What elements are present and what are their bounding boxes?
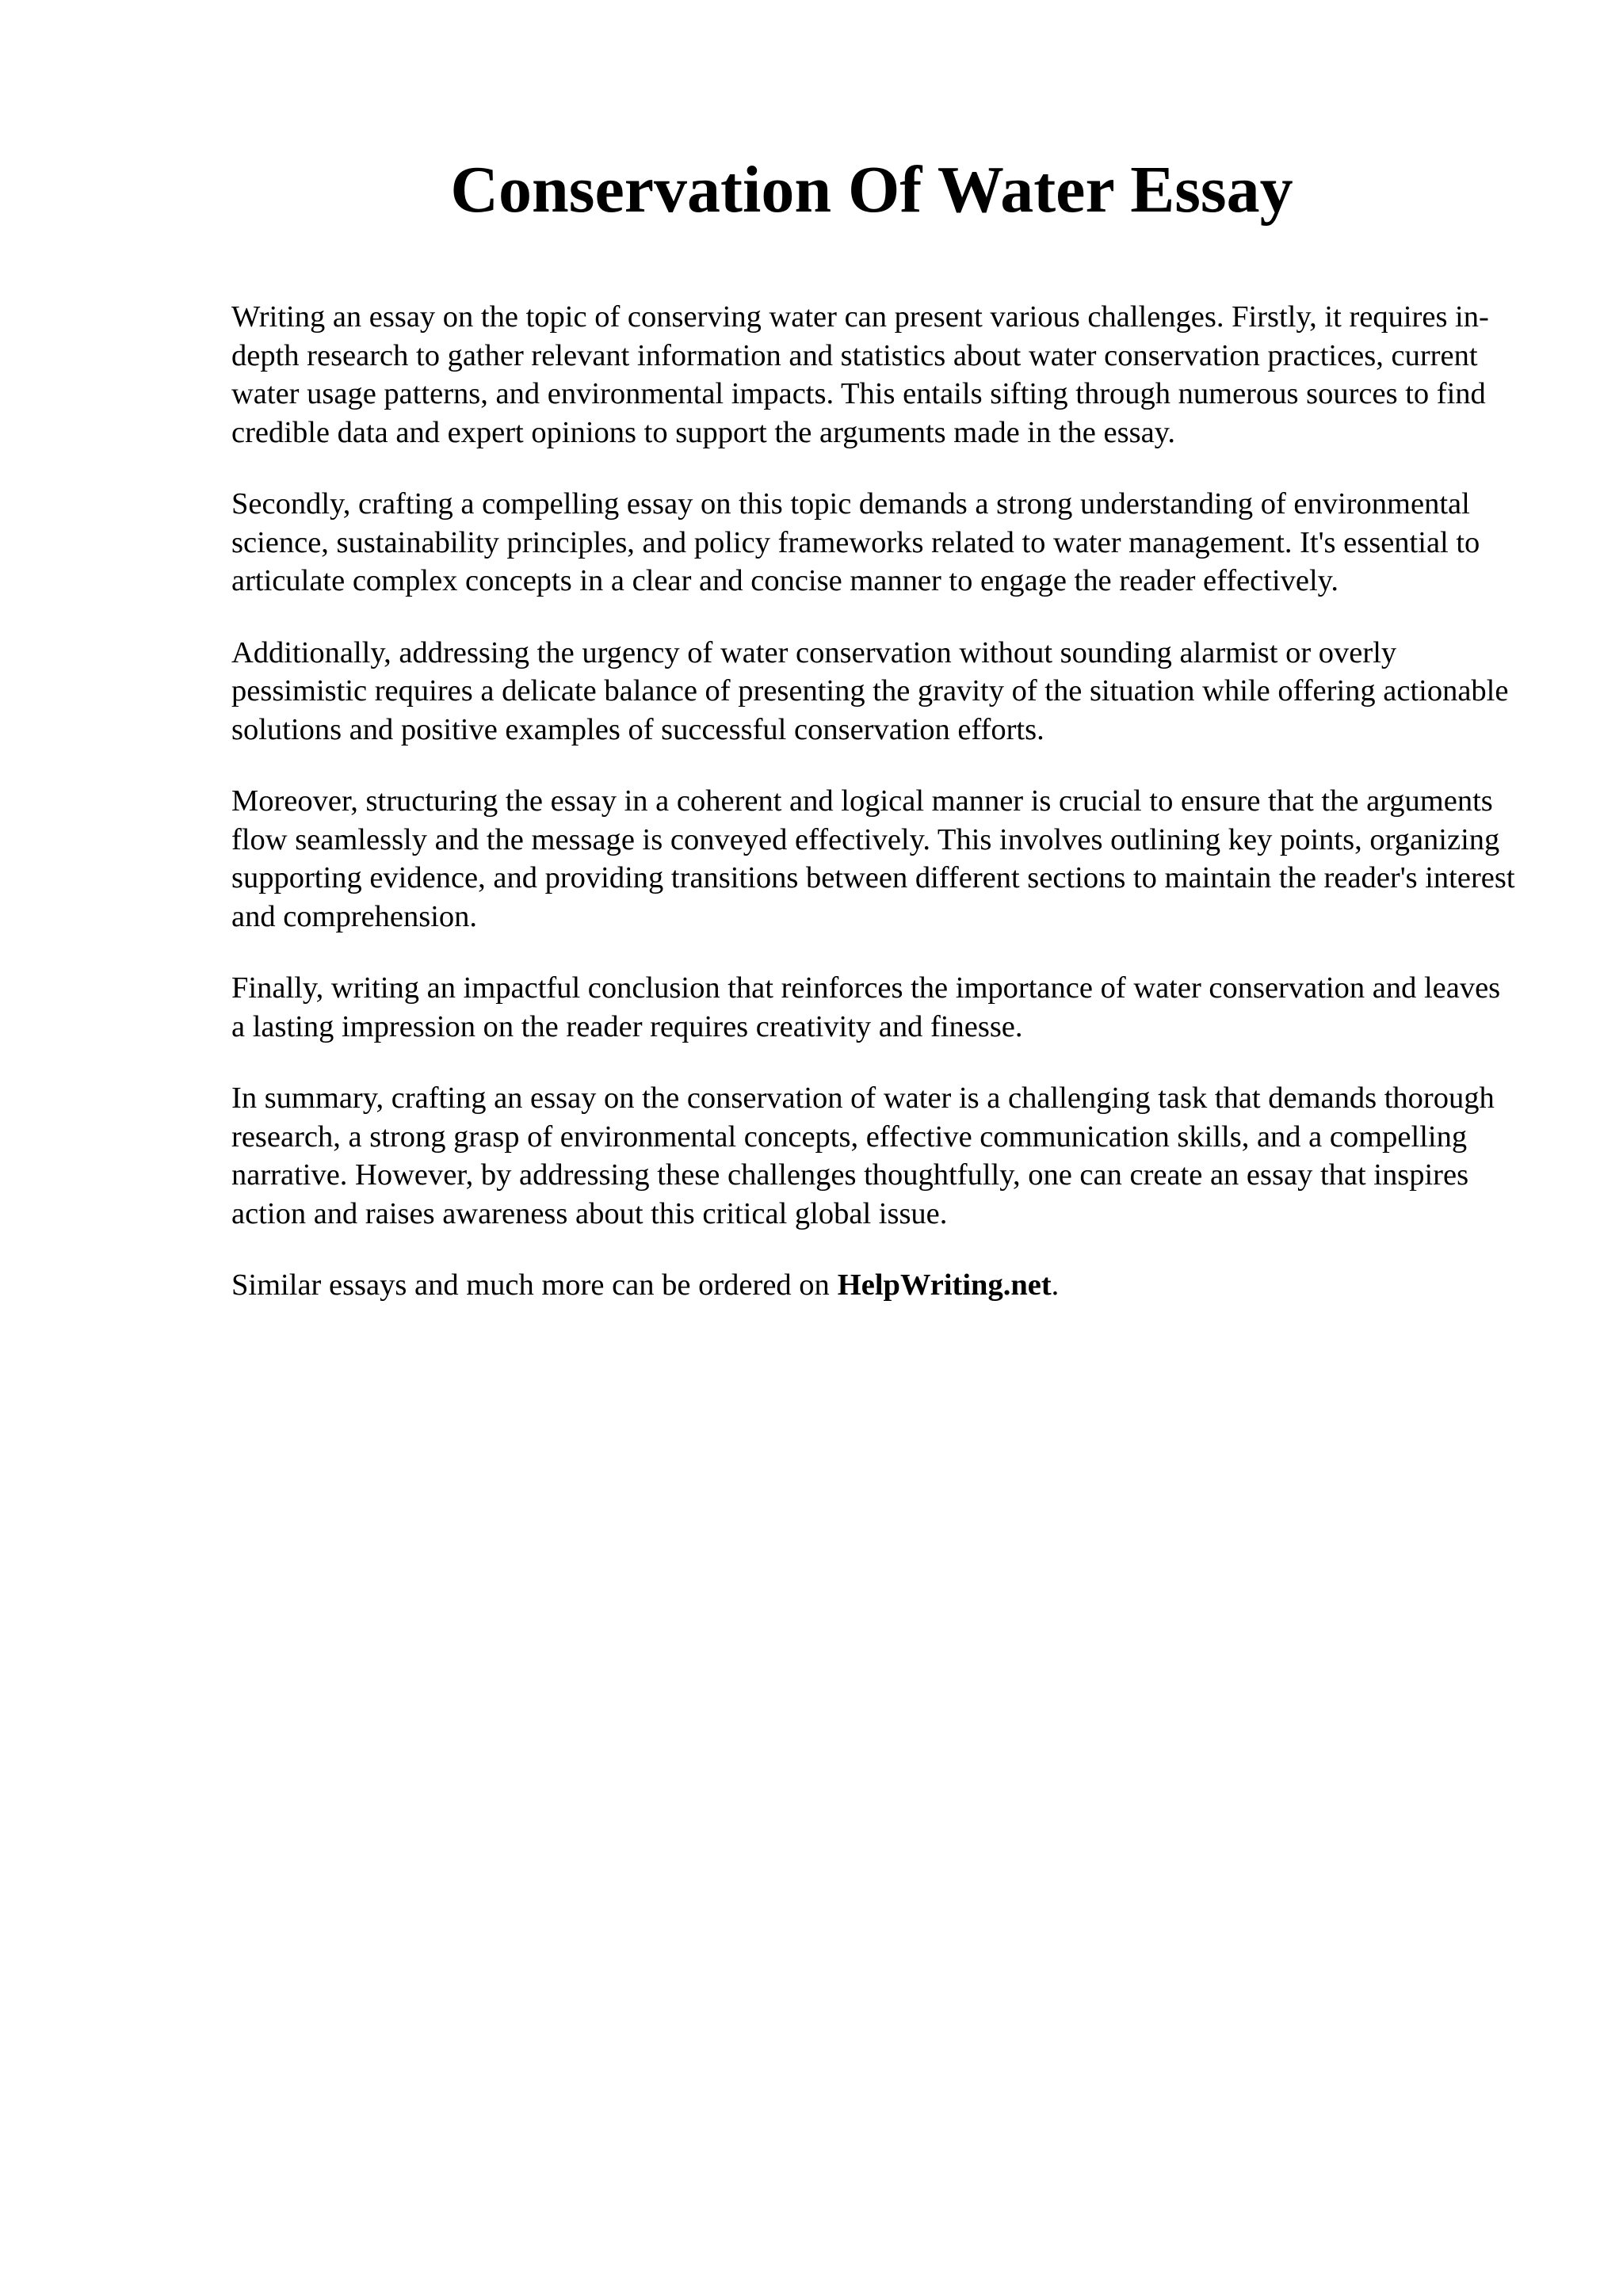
- helpwriting-link[interactable]: HelpWriting.net: [837, 1268, 1052, 1302]
- paragraph-6: In summary, crafting an essay on the conservation of water is a challenging task that demands thorough research, a strong grasp of environmental concepts, effective communication skills, and a compelling narrative. However, by addressing these challenges thoughtfully, one can create an essay that inspires action and raises awareness about this critical global issue.: [231, 1081, 1495, 1230]
- paragraph-4: Moreover, structuring the essay in a coherent and logical manner is crucial to ensure that the arguments flow seamlessly and the message is conveyed effectively. This involves outlining key points, organizing supporting evidence, and providing transitions between different sections to maintain the reader's interest and comprehension.: [231, 784, 1515, 933]
- paragraph-5: Finally, writing an impactful conclusion that reinforces the importance of water conservation and leaves a lasting impression on the reader requires creativity and finesse.: [231, 971, 1501, 1043]
- paragraph-3: Additionally, addressing the urgency of water conservation without sounding alarmist or overly pessimistic requires a delicate balance of presenting the gravity of the situation while offering actionable solutions and positive examples of successful conservation efforts.: [231, 635, 1509, 746]
- closing-text: Similar essays and much more can be ordered on: [231, 1268, 830, 1302]
- paragraph-1: Writing an essay on the topic of conserving water can present various challenges. Firstly, it requires in-depth research to gather relevant information and statistics about water conservation practices, current water usage patterns, and environmental impacts. This entails sifting through numerous sources to find credible data and expert opinions to support the arguments made in the essay.: [231, 300, 1489, 449]
- essay-body: [231, 298, 1515, 1305]
- page-title: Conservation Of Water Essay: [450, 153, 1293, 227]
- closing-line: [231, 1266, 1515, 1305]
- paragraph-2: Secondly, crafting a compelling essay on this topic demands a strong understanding of environmental science, sustainability principles, and policy frameworks related to water management. It's essential to articulate complex concepts in a clear and concise manner to engage the reader effectively.: [231, 487, 1480, 597]
- closing-period: .: [1051, 1268, 1060, 1302]
